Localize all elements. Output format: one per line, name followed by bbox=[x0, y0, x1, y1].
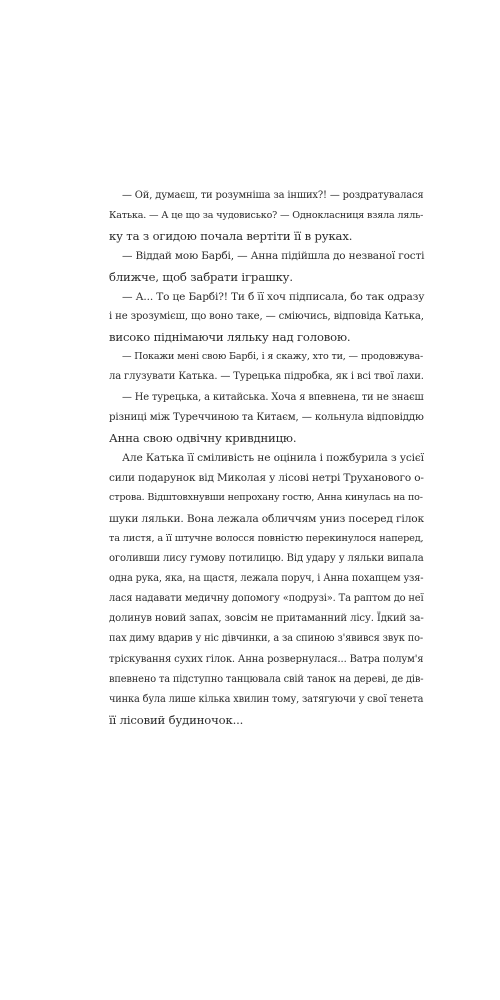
text-line: лася надавати медичну допомогу «подрузі». Та раптом до неї bbox=[109, 593, 424, 605]
paragraph bbox=[96, 246, 425, 286]
body-text bbox=[96, 186, 425, 730]
text-line: трiскування сухих гілок. Анна розвернулася... Ватра полум'я bbox=[109, 653, 424, 665]
text-line: Але Катька її сміливість не оцінила і пожбурила з усієї bbox=[122, 451, 424, 465]
text-line: — А... То це Барбі?! Ти б її хоч підписала, бо так одразу bbox=[122, 290, 425, 303]
text-line: різниці між Туреччиною та Китаєм, — кольнула відповіддю bbox=[109, 411, 424, 423]
text-line: високо піднімаючи ляльку над головою. bbox=[109, 330, 351, 345]
text-line: Катька. — А це що за чудовисько? — Однокласниця взяла ляль- bbox=[109, 210, 424, 222]
text-line: долинув новий запах, зовсім не притаманний лісу. Їдкий за- bbox=[109, 613, 424, 625]
text-line: строва. Відштовхнувши непрохану гостю, Анна кинулась на по- bbox=[109, 492, 423, 504]
text-line: ближче, щоб забрати іграшку. bbox=[109, 269, 293, 284]
paragraph bbox=[96, 347, 424, 387]
paragraph bbox=[96, 287, 425, 347]
text-line: — Покажи мені свою Барбі, і я скажу, хто ти, — продовжува- bbox=[122, 351, 424, 363]
text-line: Анна свою одвічну кривдницю. bbox=[109, 430, 297, 445]
text-line: одна рука, яка, на щастя, лежала поруч, і Анна похапцем узя- bbox=[109, 572, 424, 584]
text-line: оголивши лису гумову потилицю. Від удару у ляльки випала bbox=[109, 552, 424, 564]
paragraph bbox=[96, 186, 424, 246]
text-line: та листя, а її штучне волосся повністю перекинулося наперед, bbox=[109, 532, 424, 544]
text-line: чинка була лише кілька хвилин тому, затягуючи у свої тенета bbox=[109, 693, 424, 705]
text-line: ку та з огидою почала вертіти її в руках. bbox=[109, 229, 353, 244]
text-line: ла глузувати Катька. — Турецька підробка, як і всі твої лахи. bbox=[109, 371, 424, 383]
text-line: — Віддай мою Барбі, — Анна підійшла до незваної гості bbox=[122, 250, 425, 263]
text-line: — Не турецька, а китайська. Хоча я впевнена, ти не знаєш bbox=[122, 391, 424, 403]
text-line: пах диму вдарив у ніс дівчинки, а за спиною з'явився звук по- bbox=[109, 633, 424, 645]
paragraph bbox=[96, 448, 425, 730]
text-line: сили подарунок від Миколая у лісові нетрі Труханового о- bbox=[109, 472, 424, 485]
text-line: впевнено та підступно танцювала свій танок на дереві, де дів- bbox=[109, 673, 424, 685]
text-line: — Ой, думаєш, ти розумніша за інших?! — роздратувалася bbox=[122, 190, 424, 201]
text-line: її лісовий будиночок... bbox=[109, 713, 244, 728]
text-line: шуки ляльки. Вона лежала обличчям униз посеред гілок bbox=[109, 511, 425, 525]
paragraph bbox=[96, 388, 424, 448]
text-line: і не зрозумієш, що воно таке, — сміючись, відповіда Катька, bbox=[109, 310, 424, 322]
